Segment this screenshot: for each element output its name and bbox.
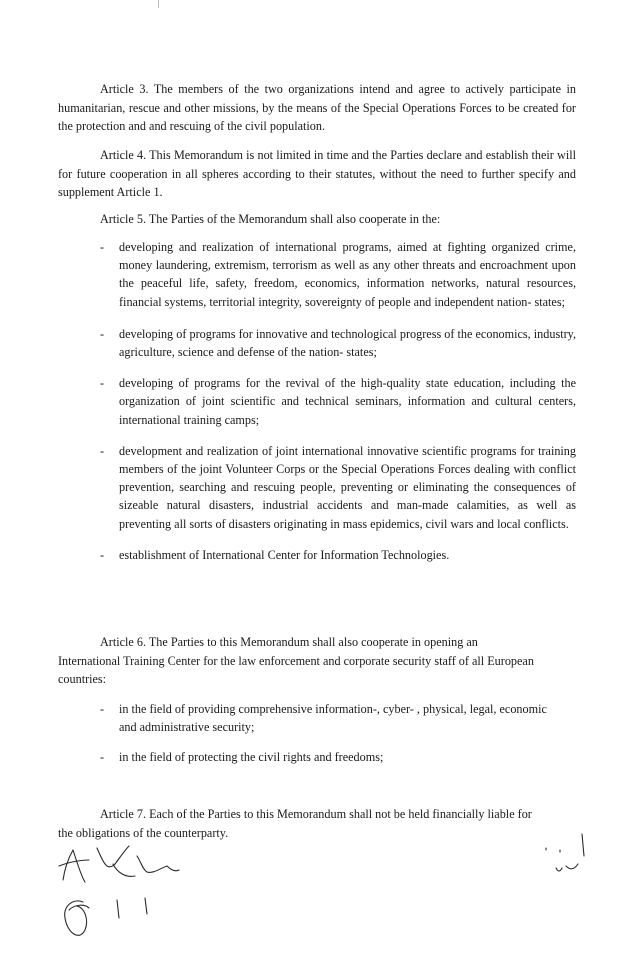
- list-item: [100, 325, 576, 361]
- list-item: [100, 442, 576, 533]
- article-7-label: Article 7.: [100, 807, 147, 821]
- article-3-label: Article 3.: [100, 82, 149, 96]
- list-item-text: in the field of protecting the civil rights and freedoms;: [119, 750, 384, 765]
- article-7-text: Each of the Parties to this Memorandum shall not be held financially liable for the obligations of the counterparty.: [58, 807, 532, 840]
- scan-mark: [158, 0, 159, 8]
- article-4-text: This Memorandum is not limited in time and the Parties declare and establish their will for future cooperation in all spheres according to their statutes, without the need to further specify and supplement Article 1.: [58, 148, 576, 199]
- bullet-marker: -: [100, 547, 105, 562]
- bullet-marker: -: [100, 326, 105, 341]
- list-item: [100, 238, 576, 311]
- list-item: [100, 700, 550, 736]
- article-6-label: Article 6.: [100, 635, 147, 649]
- bullet-marker: -: [100, 443, 105, 458]
- list-item-text: developing and realization of international programs, aimed at fighting organized crime, money laundering, extremism, terrorism as well as any other threats and encroachment upon the peaceful life, safety, freedom, economics, information networks, natural resources, financial systems, territorial integrity, sovereignty of people and independent nation- states;: [119, 240, 576, 309]
- list-item-text: establishment of International Center for Information Technologies.: [119, 547, 450, 562]
- list-item: [100, 748, 550, 766]
- list-item-text: in the field of providing comprehensive information-, cyber- , physical, legal, economic and administrative security;: [119, 702, 547, 735]
- bullet-marker: -: [100, 702, 105, 716]
- article-6-text: The Parties to this Memorandum shall also cooperate in opening an International Training Center for the law enforcement and corporate security staff of all European countries:: [58, 635, 534, 686]
- article-5-text: The Parties of the Memorandum shall also cooperate in the:: [148, 212, 441, 226]
- bullet-marker: -: [100, 240, 105, 254]
- article-4: [58, 146, 576, 202]
- article-3-text: The members of the two organizations intend and agree to actively participate in humanitarian, rescue and other missions, by the means of the Special Operations Forces to be created for the protection and and rescuing of the civil population.: [58, 82, 576, 133]
- article-7: [58, 805, 548, 842]
- signature-left: [55, 842, 195, 952]
- article-3: [58, 80, 576, 136]
- list-item-text: developing of programs for innovative and technological progress of the economics, industry, agriculture, science and defense of the nation- states;: [119, 326, 576, 360]
- article-5-label: Article 5.: [100, 212, 147, 226]
- article-6: [58, 633, 538, 689]
- article-5-list: [100, 238, 576, 564]
- article-5: [58, 210, 576, 229]
- article-4-label: Article 4.: [100, 148, 147, 162]
- bullet-marker: -: [100, 376, 105, 391]
- bullet-marker: -: [100, 750, 105, 765]
- article-6-list: [100, 700, 550, 767]
- list-item-text: development and realization of joint international innovative scientific programs for training members of the joint Volunteer Corps or the Special Operations Forces dealing with conflict prevention, searching and rescuing people, preventing or eliminating the consequences of sizeable natural disasters, industrial accidents and man-made calamities, as well as preventing all sorts of disasters originating in mass epidemics, civil wars and local conflicts.: [119, 443, 576, 531]
- list-item: [100, 374, 576, 429]
- initials-right: [536, 832, 596, 882]
- list-item-text: developing of programs for the revival of the high-quality state education, including the organization of joint scientific and technical seminars, information and cultural centers, international training camps;: [119, 376, 576, 427]
- list-item: [100, 546, 576, 564]
